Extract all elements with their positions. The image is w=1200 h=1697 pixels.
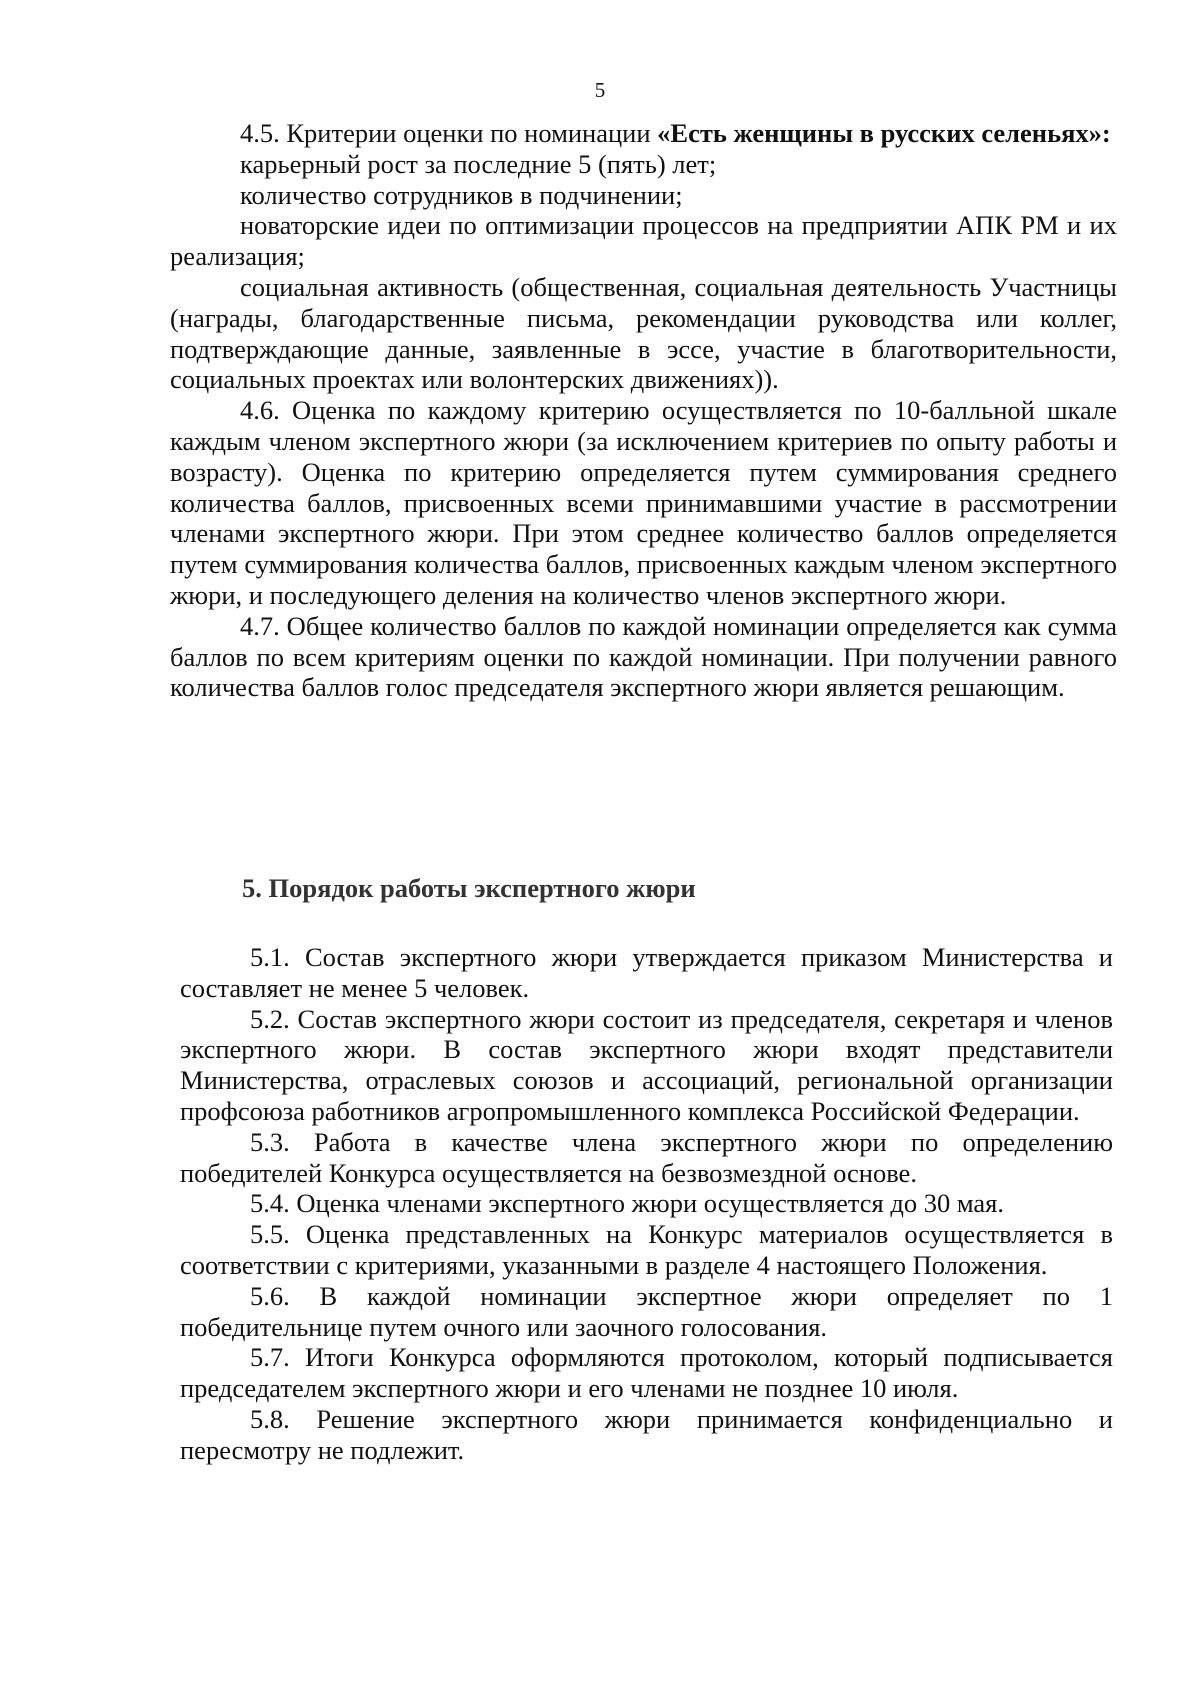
paragraph-5-5: 5.5. Оценка представленных на Конкурс материалов осуществляется в соответствии с критериями, указанными в разделе 4 настоящего Положения. bbox=[180, 1219, 1113, 1280]
section-4-continuation bbox=[170, 118, 1117, 703]
paragraph-5-3: 5.3. Работа в качестве члена экспертного жюри по определению победителей Конкурса осуществляется на безвозмездной основе. bbox=[180, 1126, 1113, 1188]
paragraph-5-4: 5.4. Оценка членами экспертного жюри осуществляется до 30 мая. bbox=[250, 1188, 1004, 1219]
criterion-item: социальная активность (общественная, социальная деятельность Участницы (награды, благодарственные письма, рекомендации руководства или коллег, подтверждающие данные, заявленные в эссе, участие в благотворительности, социальных проектах или волонтерских движениях)). bbox=[170, 271, 1117, 395]
criterion-item: количество сотрудников в подчинении; bbox=[240, 179, 683, 210]
criterion-item: новаторские идеи по оптимизации процессов на предприятии АПК РМ и их реализация; bbox=[170, 210, 1117, 272]
section-5-title: 5. Порядок работы экспертного жюри bbox=[242, 873, 696, 903]
paragraph-4-5-text: 4.5. Критерии оценки по номинации bbox=[240, 118, 658, 148]
criterion-item: карьерный рост за последние 5 (пять) лет; bbox=[240, 148, 717, 179]
paragraph-5-7: 5.7. Итоги Конкурса оформляются протоколом, который подписывается председателем экспертного жюри и его членами не позднее 10 июля. bbox=[180, 1342, 1113, 1404]
paragraph-5-6: 5.6. В каждой номинации экспертное жюри определяет по 1 победительнице путем очного или заочного голосования. bbox=[180, 1280, 1113, 1342]
paragraph-4-5 bbox=[170, 118, 1117, 149]
paragraph-5-1: 5.1. Состав экспертного жюри утверждается приказом Министерства и составляет не менее 5 человек. bbox=[180, 942, 1113, 1003]
paragraph-4-7: 4.7. Общее количество баллов по каждой номинации определяется как сумма баллов по всем критериям оценки по каждой номинации. При получении равного количества баллов голос председателя экспертного жюри является решающим. bbox=[170, 610, 1117, 703]
section-5-body bbox=[180, 942, 1113, 1466]
nomination-name: «Есть женщины в русских селеньях»: bbox=[657, 118, 1111, 148]
paragraph-4-6: 4.6. Оценка по каждому критерию осуществляется по 10-балльной шкале каждым членом экспертного жюри (за исключением критериев по опыту работы и возрасту). Оценка по критерию определяется путем суммирования среднего количества баллов, присвоенных всеми принимавшими участие в рассмотрении членами экспертного жюри. При этом среднее количество баллов определяется путем суммирования количества баллов, присвоенных каждым членом экспертного жюри, и последующего деления на количество членов экспертного жюри. bbox=[170, 395, 1117, 610]
page-number: 5 bbox=[594, 78, 606, 102]
paragraph-5-2: 5.2. Состав экспертного жюри состоит из председателя, секретаря и членов экспертного жюри. В состав экспертного жюри входят представители Министерства, отраслевых союзов и ассоциаций, региональной организации профсоюза работников агропромышленного комплекса Российской Федерации. bbox=[180, 1003, 1113, 1126]
paragraph-5-8: 5.8. Решение экспертного жюри принимается конфиденциально и пересмотру не подлежит. bbox=[180, 1403, 1113, 1465]
